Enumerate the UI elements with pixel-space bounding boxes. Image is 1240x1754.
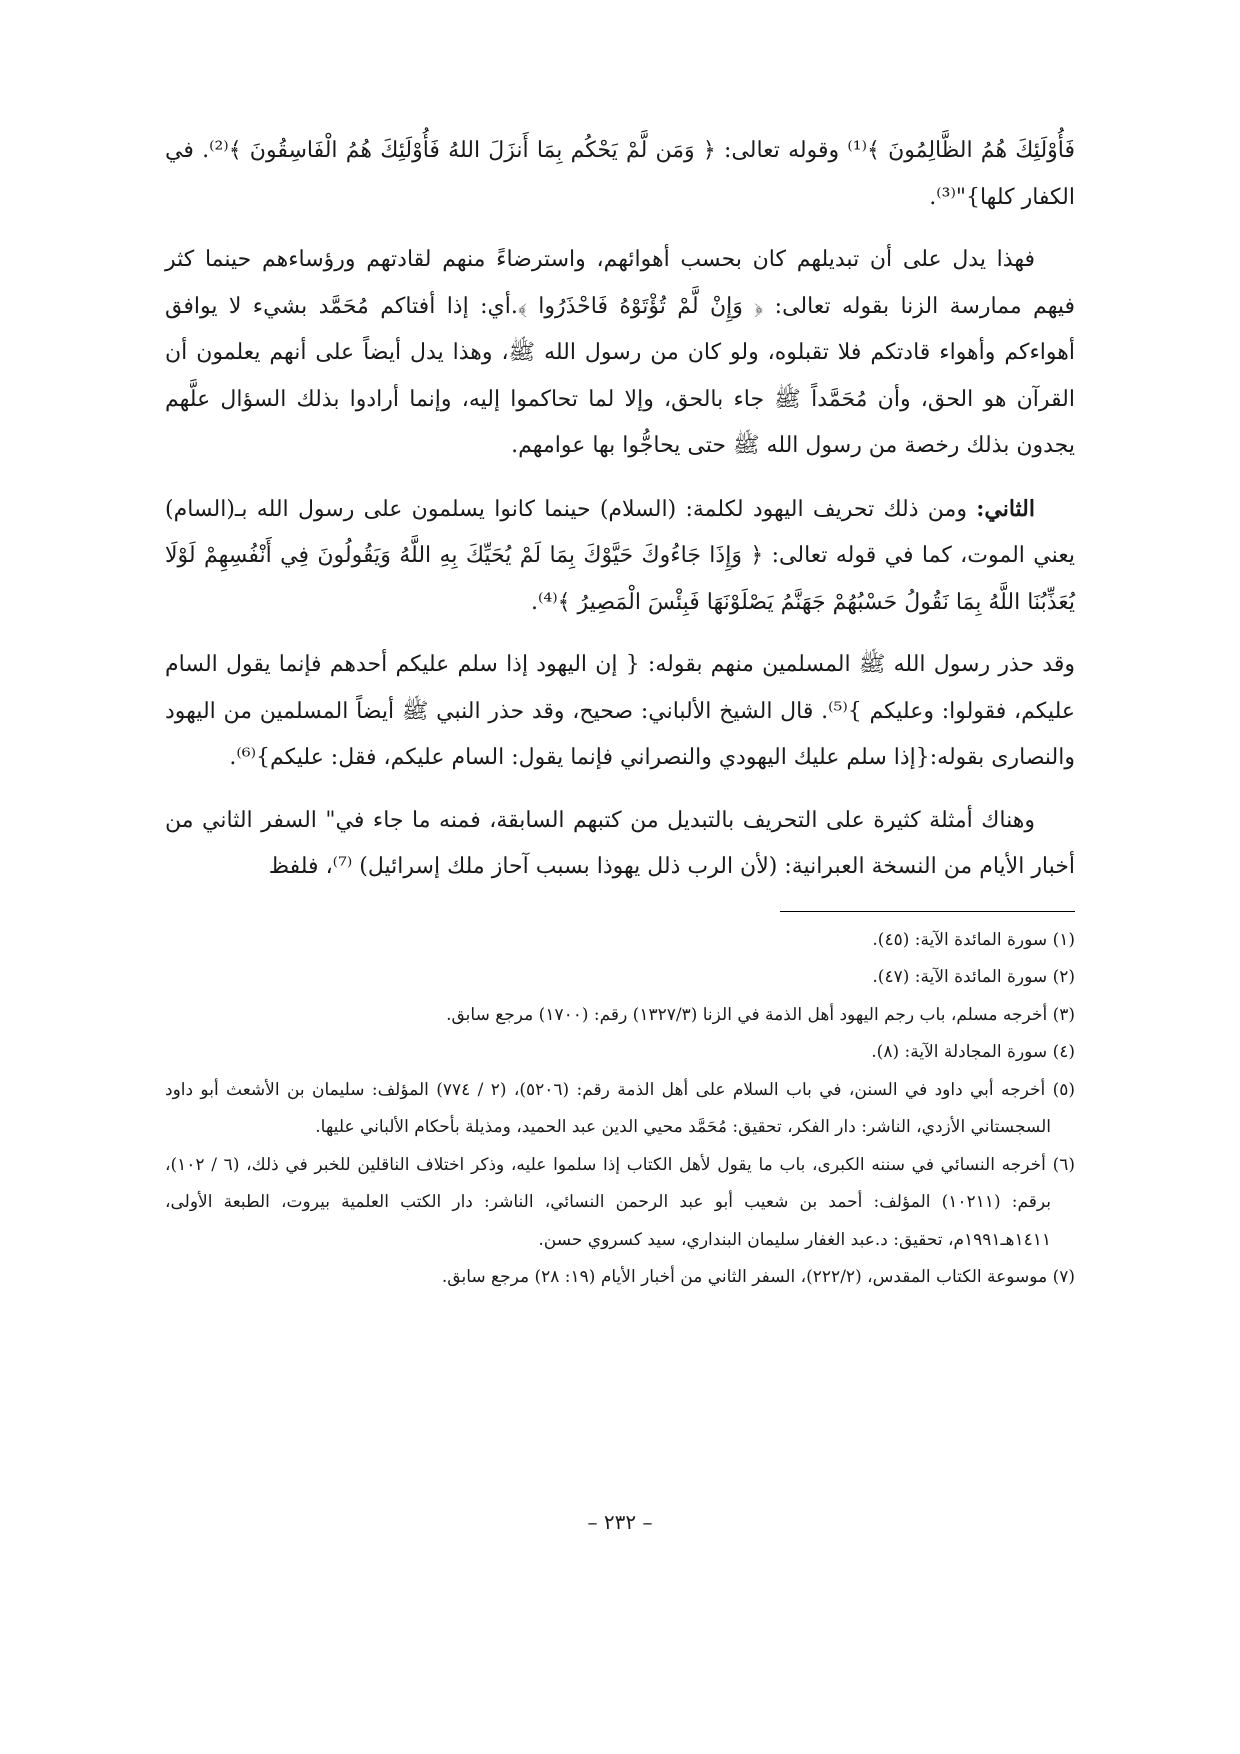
paragraph-3-lead: الثاني: <box>976 495 1035 522</box>
footnote-6: (٦) أخرجه النسائي في سننه الكبرى، باب ما يقول لأهل الكتاب إذا سلموا عليه، وذكر اختلاف الناقلين للخبر في ذلك، (٦ / ١٠٢)، برقم: (١٠٢١١) المؤلف: أحمد بن شعيب أبو عبد الرحمن النسائي، الناشر: دار الكتب العلمية بيروت، الطبعة الأولى، ١٤١١هـ١٩٩١م، تحقيق: د.عبد الغفار سليمان البنداري، سيد كسروي حسن. <box>165 1154 1075 1250</box>
footnote-7: (٧) موسوعة الكتاب المقدس، (٢٢٢/٢)، السفر الثاني من أخبار الأيام (١٩: ٢٨) مرجع سابق. <box>441 1267 1075 1287</box>
paragraph-5-text: وهناك أمثلة كثيرة على التحريف بالتبديل من كتبهم السابقة، فمنه ما جاء في" السفر الثاني من أخبار الأيام من النسخة العبرانية: (لأن الرب ذلل يهوذا بسبب آحاز ملك إسرائيل) ⁽⁷⁾، فلفظ <box>165 807 1075 879</box>
footnote-1: (١) سورة المائدة الآية: (٤٥). <box>872 929 1075 950</box>
page-number: – ٢٣٢ – <box>587 1510 653 1534</box>
footnote-separator <box>780 911 1075 912</box>
paragraph-4 <box>165 642 1075 782</box>
paragraph-5 <box>165 798 1075 891</box>
paragraph-2-text: فهذا يدل على أن تبديلهم كان بحسب أهوائهم، واسترضاءً منهم لقادتهم ورؤساءهم حينما كثر فيهم ممارسة الزنا بقوله تعالى: ﴿ وَإِنْ لَّمْ تُؤْتَوْهُ فَاحْذَرُوا ﴾.أي: إذا أفتاكم مُحَمَّد بشيء لا يوافق أهواءكم وأهواء قادتكم فلا تقبلوه، ولو كان من رسول الله ﷺ، وهذا يدل أيضاً على أنهم يعلمون أن القرآن هو الحق، وأن مُحَمَّداً ﷺ جاء بالحق، وإلا لما تحاكموا إليه، وإنما أرادوا بذلك السؤال علَّهم يجدون بذلك رخصة من رسول الله ﷺ حتى يحاجُّوا بها عوامهم. <box>165 247 1075 458</box>
paragraph-1-text: فَأُوْلَئِكَ هُمُ الظَّالِمُونَ ﴾⁽¹⁾ وقوله تعالى: ﴿ وَمَن لَّمْ يَحْكُم بِمَا أَنزَلَ اللهُ فَأُوْلَئِكَ هُمُ الْفَاسِقُونَ ﴾⁽²⁾. في الكفار كلها}"⁽³⁾. <box>165 138 1075 210</box>
paragraph-3 <box>165 486 1075 627</box>
main-text <box>165 128 1075 891</box>
paragraph-1 <box>165 128 1075 221</box>
paragraph-3-text: ومن ذلك تحريف اليهود لكلمة: (السلام) حينما كانوا يسلمون على رسول الله بـ(السام) يعني الموت، كما في قوله تعالى: ﴿ وَإِذَا جَاءُوكَ حَيَّوْكَ بِمَا لَمْ يُحَيِّكَ بِهِ اللَّهُ وَيَقُولُونَ فِي أَنْفُسِهِمْ لَوْلَا يُعَذِّبُنَا اللَّهُ بِمَا نَقُولُ حَسْبُهُمْ جَهَنَّمُ يَصْلَوْنَهَا فَبِئْسَ الْمَصِيرُ ﴾⁽⁴⁾. <box>165 496 1075 615</box>
footnote-2: (٢) سورة المائدة الآية: (٤٧). <box>872 967 1075 987</box>
footnotes <box>165 922 1075 1297</box>
footnote-4: (٤) سورة المجادلة الآية: (٨). <box>871 1042 1075 1062</box>
paragraph-4-text: وقد حذر رسول الله ﷺ المسلمين منهم بقوله: { إن اليهود إذا سلم عليكم أحدهم فإنما يقول السام عليكم، فقولوا: وعليكم }⁽⁵⁾. قال الشيخ الألباني: صحيح، وقد حذر النبي ﷺ أيضاً المسلمين من اليهود والنصارى بقوله:{إذا سلم عليك اليهودي والنصراني فإنما يقول: السام عليكم، فقل: عليكم}⁽⁶⁾. <box>165 652 1075 770</box>
footnote-3: (٣) أخرجه مسلم، باب رجم اليهود أهل الذمة في الزنا (١٣٢٧/٣) رقم: (١٧٠٠) مرجع سابق. <box>446 1004 1075 1025</box>
paragraph-2 <box>165 237 1075 470</box>
footnote-5: (٥) أخرجه أبي داود في السنن، في باب السلام على أهل الذمة رقم: (٥٢٠٦)، (٢ / ٧٧٤) المؤلف: سليمان بن الأشعث أبو داود السجستاني الأزدي، الناشر: دار الفكر، تحقيق: مُحَمَّد محيي الدين عبد الحميد، ومذيلة بأحكام الألباني عليها. <box>165 1079 1075 1137</box>
